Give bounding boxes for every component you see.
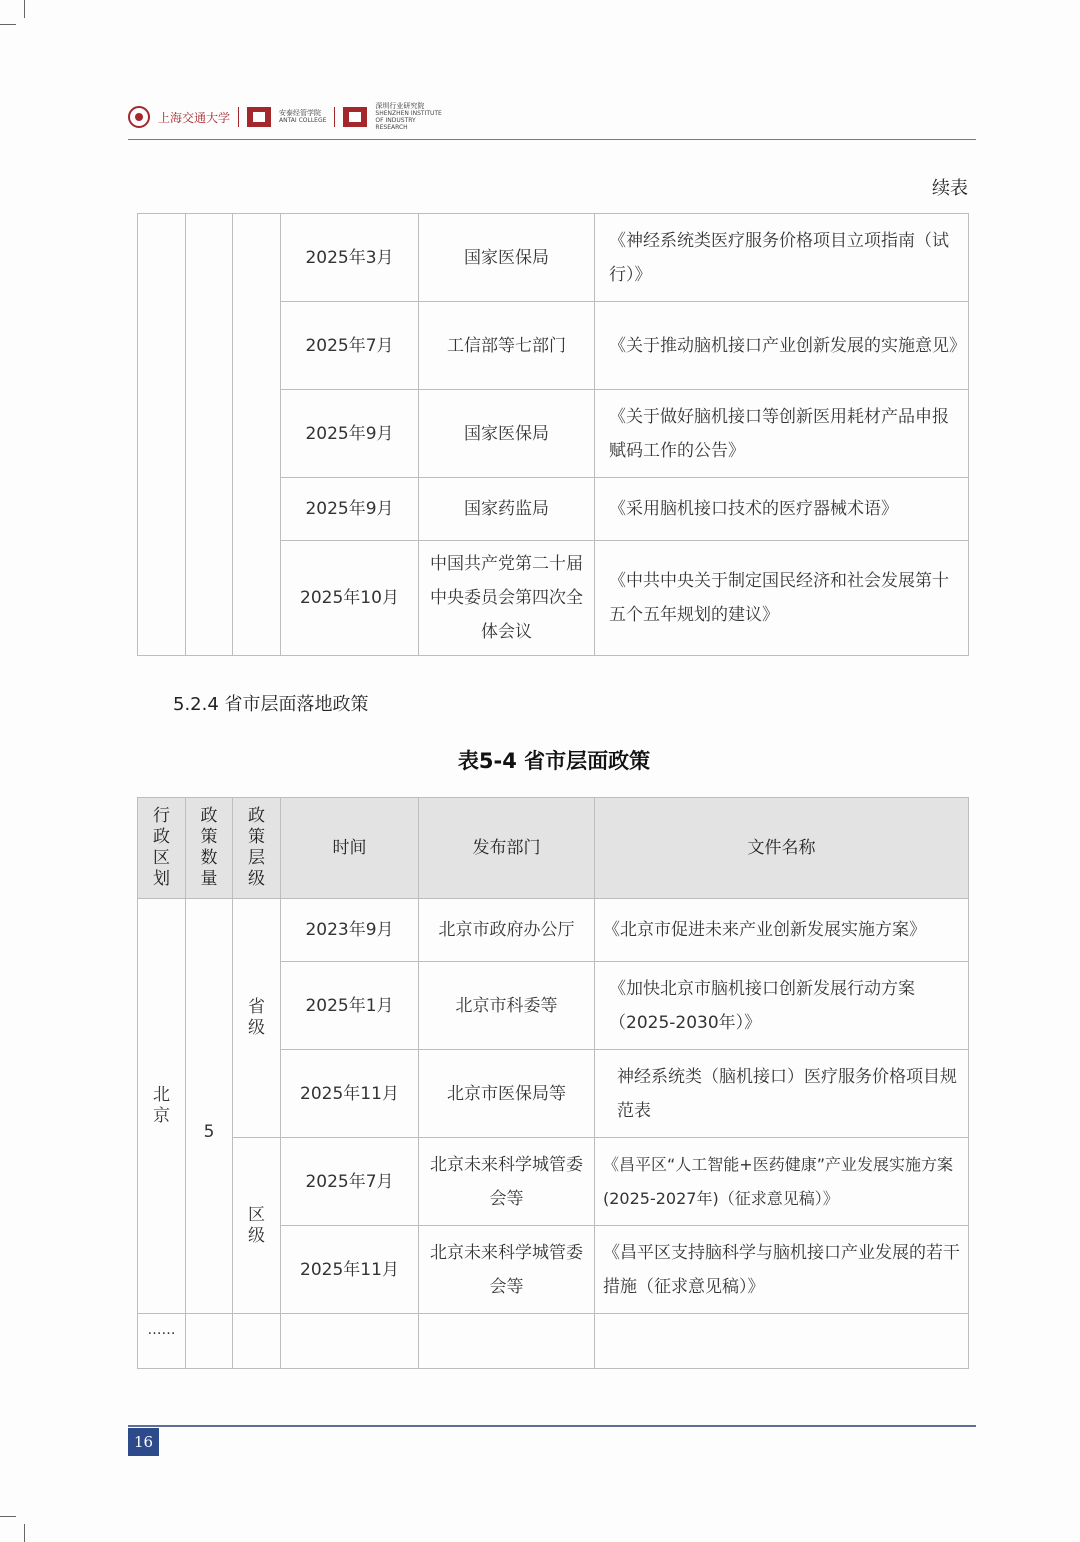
empty-cell [595,1314,969,1369]
dept-cell: 北京市科委等 [419,962,595,1050]
section-heading: 5.2.4 省市层面落地政策 [173,694,369,715]
region-cell: 北京 [138,899,186,1314]
region-cell-empty [138,214,186,656]
empty-cell [419,1314,595,1369]
logo-divider [334,107,335,127]
header-region: 行政区划 [138,798,186,899]
crop-mark [24,0,25,18]
provincial-policy-table [137,797,969,1369]
empty-cell [186,1314,233,1369]
dept-cell: 北京未来科学城管委会等 [419,1138,595,1226]
level-province-cell: 省级 [233,899,281,1138]
time-cell: 2025年7月 [281,302,419,390]
dept-cell: 中国共产党第二十届中央委员会第四次全体会议 [419,541,595,656]
header-level: 政策层级 [233,798,281,899]
header-time: 时间 [281,798,419,899]
table-row [138,899,969,962]
antai-logo-text [279,110,326,124]
empty-cell [281,1314,419,1369]
table-row [138,214,969,302]
dept-cell: 国家医保局 [419,390,595,478]
doc-cell: 《神经系统类医疗服务价格项目立项指南（试行）》 [595,214,969,302]
table-header-row [138,798,969,899]
header-rule [128,139,976,140]
sjtu-logo-text: 上海交通大学 [158,110,231,125]
count-cell: 5 [186,899,233,1314]
time-cell: 2025年11月 [281,1226,419,1314]
logo-divider [238,107,239,127]
antai-logo-en: ANTAI COLLEGE [279,117,327,124]
institute-logo-cn: 深圳行业研究院 [375,102,425,110]
sjtu-seal-icon [128,106,150,128]
time-cell: 2025年9月 [281,390,419,478]
table-row [138,1138,969,1226]
doc-cell: 《加快北京市脑机接口创新发展行动方案（2025-2030年）》 [595,962,969,1050]
doc-cell: 《昌平区“人工智能+医药健康”产业发展实施方案(2025-2027年)（征求意见稿）》 [595,1138,969,1226]
header-dept: 发布部门 [419,798,595,899]
antai-logo-icon [247,107,271,127]
empty-cell [233,1314,281,1369]
time-cell: 2023年9月 [281,899,419,962]
dept-cell: 北京市医保局等 [419,1050,595,1138]
header-logos [128,103,445,131]
time-cell: 2025年9月 [281,478,419,541]
doc-cell: 《关于做好脑机接口等创新医用耗材产品申报赋码工作的公告》 [595,390,969,478]
antai-logo-cn: 安泰经管学院 [279,109,322,117]
time-cell: 2025年10月 [281,541,419,656]
crop-mark [0,24,16,25]
crop-mark [0,1516,16,1517]
count-cell-empty [186,214,233,656]
header-count: 政策数量 [186,798,233,899]
doc-cell: 神经系统类（脑机接口）医疗服务价格项目规范表 [595,1050,969,1138]
dept-cell: 国家药监局 [419,478,595,541]
continued-label: 续表 [932,178,968,199]
dept-cell: 北京市政府办公厅 [419,899,595,962]
institute-logo-icon [343,107,367,127]
institute-logo-en: SHENZHEN INSTITUTE OF INDUSTRY RESEARCH [375,110,442,131]
dept-cell: 工信部等七部门 [419,302,595,390]
doc-cell: 《昌平区支持脑科学与脑机接口产业发展的若干措施（征求意见稿）》 [595,1226,969,1314]
time-cell: 2025年1月 [281,962,419,1050]
time-cell: 2025年3月 [281,214,419,302]
level-cell-empty [233,214,281,656]
ellipsis-cell: …… [138,1314,186,1369]
doc-cell: 《采用脑机接口技术的医疗器械术语》 [595,478,969,541]
time-cell: 2025年11月 [281,1050,419,1138]
table-row [138,1314,969,1369]
dept-cell: 国家医保局 [419,214,595,302]
table-caption: 表5-4 省市层面政策 [457,749,651,773]
doc-cell: 《中共中央关于制定国民经济和社会发展第十五个五年规划的建议》 [595,541,969,656]
institute-logo-text [375,103,445,131]
dept-cell: 北京未来科学城管委会等 [419,1226,595,1314]
doc-cell: 《关于推动脑机接口产业创新发展的实施意见》 [595,302,969,390]
national-policy-table-continued [137,213,969,656]
crop-mark [24,1524,25,1542]
time-cell: 2025年7月 [281,1138,419,1226]
page-number: 16 [128,1428,159,1456]
level-district-cell: 区级 [233,1138,281,1314]
doc-cell: 《北京市促进未来产业创新发展实施方案》 [595,899,969,962]
footer-rule [128,1425,976,1427]
header-doc: 文件名称 [595,798,969,899]
